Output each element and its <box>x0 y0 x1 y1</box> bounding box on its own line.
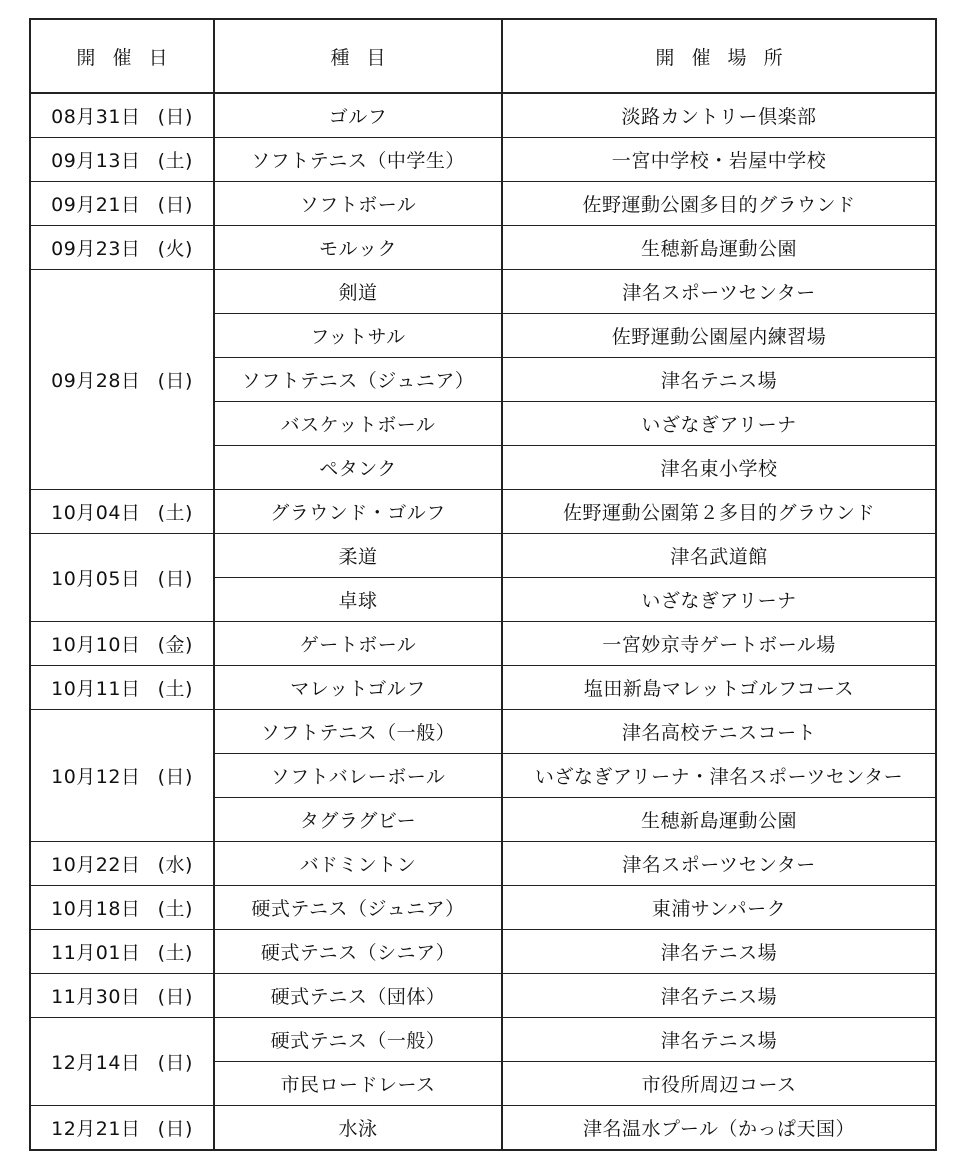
event-date: 10月05日 <box>51 568 141 590</box>
event-venue: 津名高校テニスコート <box>502 710 936 754</box>
event-weekday: (土) <box>157 898 193 920</box>
header-event: 種目 <box>214 19 502 93</box>
event-date-cell <box>30 622 214 666</box>
table-row <box>30 930 936 974</box>
event-venue: 津名スポーツセンター <box>502 842 936 886</box>
table-row <box>30 1106 936 1151</box>
event-weekday: (金) <box>157 634 193 656</box>
event-weekday: (日) <box>157 106 193 128</box>
event-weekday: (土) <box>157 942 193 964</box>
event-venue: 佐野運動公園屋内練習場 <box>502 314 936 358</box>
event-date: 08月31日 <box>51 106 141 128</box>
event-weekday: (日) <box>157 370 193 392</box>
event-date-cell <box>30 138 214 182</box>
event-date-cell <box>30 710 214 842</box>
event-venue: 津名テニス場 <box>502 974 936 1018</box>
event-date: 10月22日 <box>51 854 141 876</box>
event-weekday: (火) <box>157 238 193 260</box>
event-date-cell <box>30 534 214 622</box>
event-venue: 津名テニス場 <box>502 1018 936 1062</box>
table-row <box>30 974 936 1018</box>
table-row <box>30 710 936 754</box>
event-name: グラウンド・ゴルフ <box>214 490 502 534</box>
event-name: ソフトボール <box>214 182 502 226</box>
event-date: 10月10日 <box>51 634 141 656</box>
event-venue: 淡路カントリー倶楽部 <box>502 93 936 138</box>
event-name: ソフトバレーボール <box>214 754 502 798</box>
event-date-cell <box>30 886 214 930</box>
event-venue: 生穂新島運動公園 <box>502 226 936 270</box>
event-weekday: (日) <box>157 194 193 216</box>
event-name: モルック <box>214 226 502 270</box>
event-venue: 佐野運動公園第２多目的グラウンド <box>502 490 936 534</box>
event-venue: 津名温水プール（かっぱ天国） <box>502 1106 936 1151</box>
event-venue: 塩田新島マレットゴルフコース <box>502 666 936 710</box>
event-weekday: (日) <box>157 986 193 1008</box>
event-date: 10月18日 <box>51 898 141 920</box>
event-date-cell <box>30 490 214 534</box>
event-name: フットサル <box>214 314 502 358</box>
table-row <box>30 270 936 314</box>
event-name: タグラグビー <box>214 798 502 842</box>
table-row <box>30 666 936 710</box>
event-date-cell <box>30 93 214 138</box>
event-weekday: (土) <box>157 678 193 700</box>
event-weekday: (日) <box>157 1052 193 1074</box>
event-weekday: (日) <box>157 766 193 788</box>
event-date-cell <box>30 226 214 270</box>
event-date: 10月11日 <box>51 678 141 700</box>
table-row <box>30 1018 936 1062</box>
event-date-cell <box>30 1018 214 1106</box>
event-venue: 津名スポーツセンター <box>502 270 936 314</box>
event-date-cell <box>30 1106 214 1151</box>
event-name: バスケットボール <box>214 402 502 446</box>
event-name: ゴルフ <box>214 93 502 138</box>
event-name: 硬式テニス（シニア） <box>214 930 502 974</box>
event-name: 硬式テニス（団体） <box>214 974 502 1018</box>
event-date-cell <box>30 270 214 490</box>
table-row <box>30 534 936 578</box>
table-row <box>30 93 936 138</box>
event-weekday: (水) <box>157 854 193 876</box>
table-row <box>30 622 936 666</box>
event-venue: 市役所周辺コース <box>502 1062 936 1106</box>
table-row <box>30 842 936 886</box>
header-venue: 開催場所 <box>502 19 936 93</box>
event-name: 卓球 <box>214 578 502 622</box>
event-weekday: (日) <box>157 1118 193 1140</box>
table-row <box>30 886 936 930</box>
event-date: 09月23日 <box>51 238 141 260</box>
table-row <box>30 182 936 226</box>
event-date: 09月28日 <box>51 370 141 392</box>
table-row <box>30 490 936 534</box>
event-date-cell <box>30 182 214 226</box>
event-name: 硬式テニス（ジュニア） <box>214 886 502 930</box>
header-row <box>30 19 936 93</box>
table-row <box>30 138 936 182</box>
event-date-cell <box>30 930 214 974</box>
event-venue: いざなぎアリーナ <box>502 578 936 622</box>
event-date: 09月21日 <box>51 194 141 216</box>
event-name: ソフトテニス（一般） <box>214 710 502 754</box>
schedule-body <box>30 93 936 1150</box>
event-name: ソフトテニス（ジュニア） <box>214 358 502 402</box>
event-venue: いざなぎアリーナ・津名スポーツセンター <box>502 754 936 798</box>
event-name: ゲートボール <box>214 622 502 666</box>
event-venue: 津名テニス場 <box>502 358 936 402</box>
event-name: マレットゴルフ <box>214 666 502 710</box>
event-date: 10月12日 <box>51 766 141 788</box>
event-date: 12月21日 <box>51 1118 141 1140</box>
event-venue: 生穂新島運動公園 <box>502 798 936 842</box>
header-date: 開催日 <box>30 19 214 93</box>
event-name: 柔道 <box>214 534 502 578</box>
event-name: 剣道 <box>214 270 502 314</box>
event-venue: 佐野運動公園多目的グラウンド <box>502 182 936 226</box>
event-date: 11月01日 <box>51 942 141 964</box>
event-date-cell <box>30 974 214 1018</box>
event-date: 09月13日 <box>51 150 141 172</box>
event-venue: 一宮中学校・岩屋中学校 <box>502 138 936 182</box>
event-name: ペタンク <box>214 446 502 490</box>
event-weekday: (土) <box>157 150 193 172</box>
event-name: ソフトテニス（中学生） <box>214 138 502 182</box>
event-venue: 東浦サンパーク <box>502 886 936 930</box>
event-name: 硬式テニス（一般） <box>214 1018 502 1062</box>
event-date: 12月14日 <box>51 1052 141 1074</box>
event-schedule-table <box>29 18 937 1151</box>
event-venue: 津名テニス場 <box>502 930 936 974</box>
event-date-cell <box>30 666 214 710</box>
table-row <box>30 226 936 270</box>
event-venue: 津名東小学校 <box>502 446 936 490</box>
event-name: 水泳 <box>214 1106 502 1151</box>
event-weekday: (土) <box>157 502 193 524</box>
event-weekday: (日) <box>157 568 193 590</box>
event-date: 11月30日 <box>51 986 141 1008</box>
event-venue: 一宮妙京寺ゲートボール場 <box>502 622 936 666</box>
event-date: 10月04日 <box>51 502 141 524</box>
event-venue: いざなぎアリーナ <box>502 402 936 446</box>
event-date-cell <box>30 842 214 886</box>
event-name: バドミントン <box>214 842 502 886</box>
event-venue: 津名武道館 <box>502 534 936 578</box>
event-name: 市民ロードレース <box>214 1062 502 1106</box>
